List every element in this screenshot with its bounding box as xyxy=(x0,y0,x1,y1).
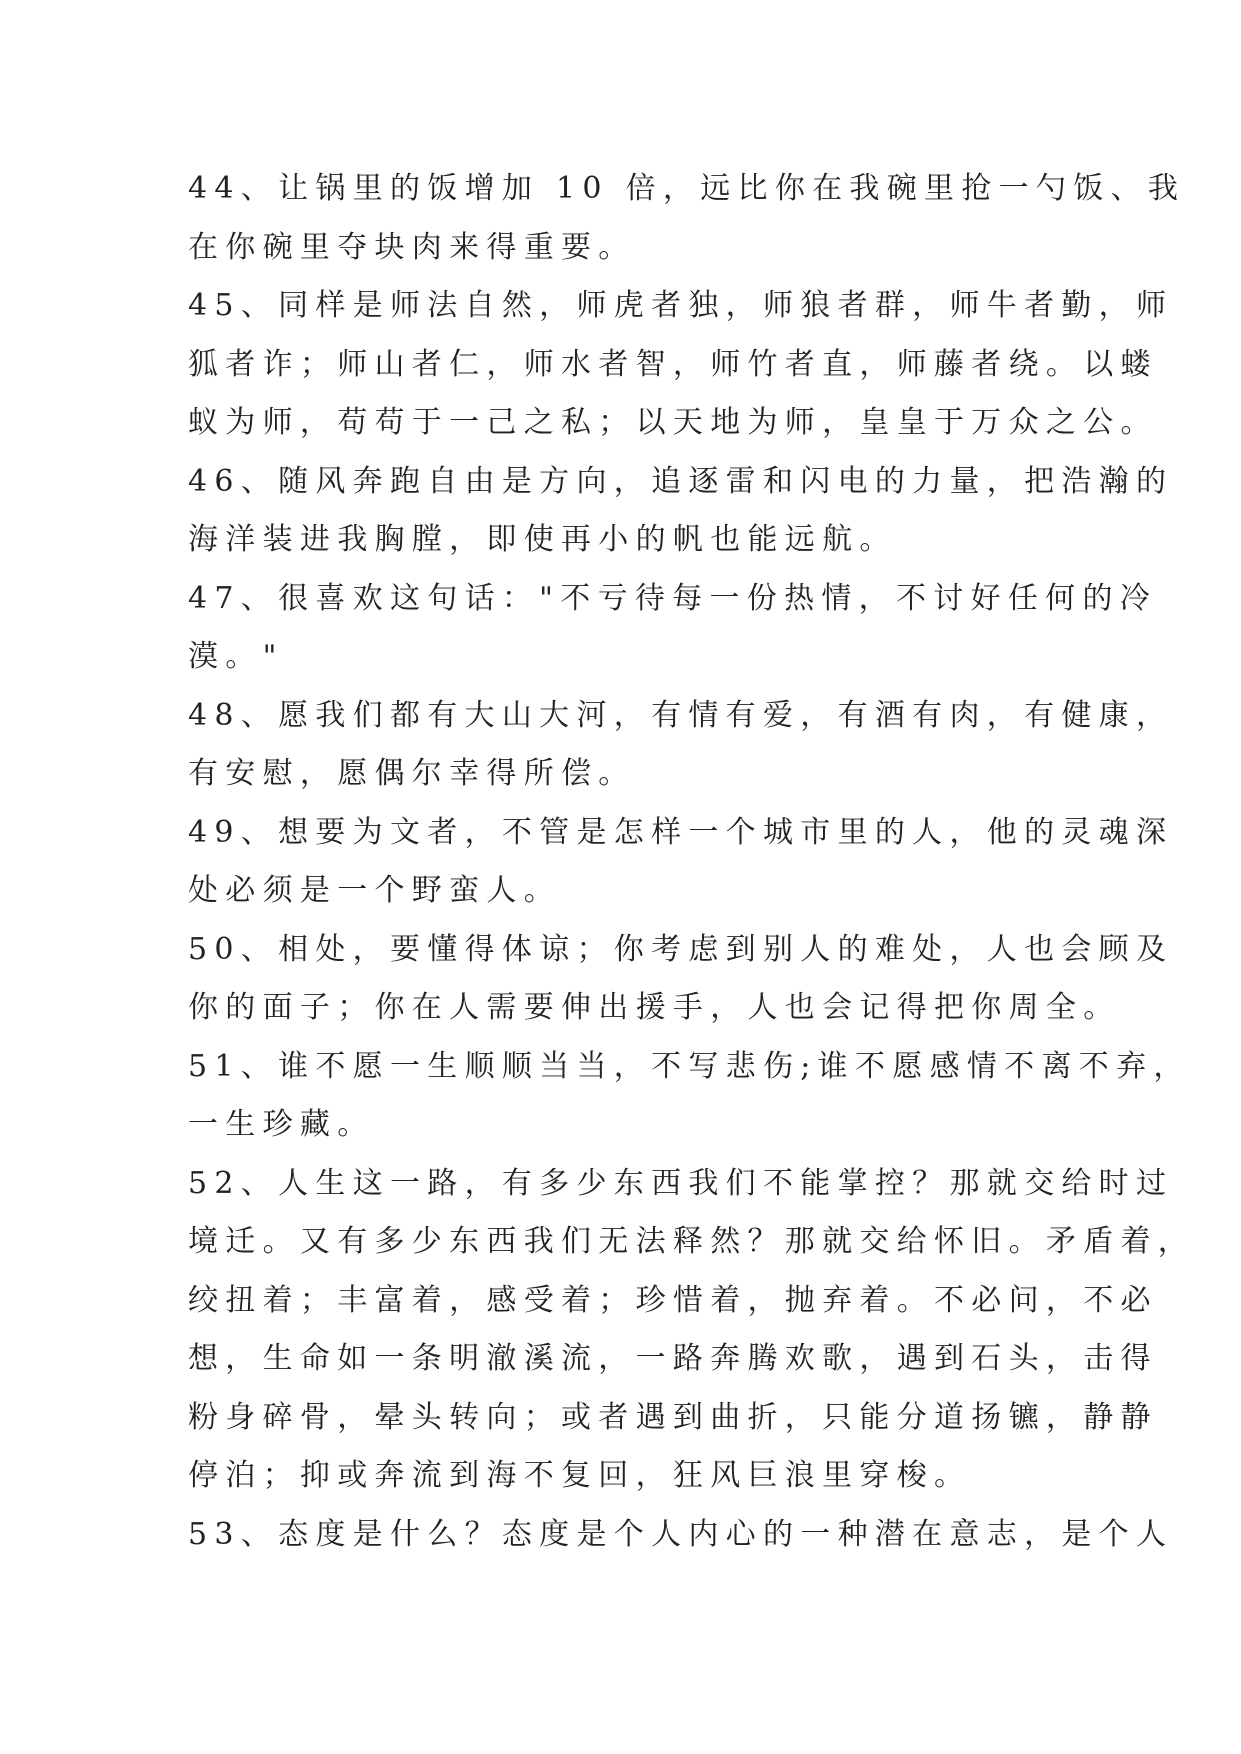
text-line: 绞扭着；丰富着，感受着；珍惜着，抛弃着。不必问，不必 xyxy=(188,1282,1158,1318)
text-line: 52、人生这一路，有多少东西我们不能掌控？那就交给时过 xyxy=(188,1165,1174,1201)
text-line: 一生珍藏。 xyxy=(188,1107,375,1142)
text-line: 49、想要为文者，不管是怎样一个城市里的人，他的灵魂深 xyxy=(188,814,1174,850)
text-line: 漠。" xyxy=(188,639,284,674)
text-line: 48、愿我们都有大山大河，有情有爱，有酒有肉，有健康， xyxy=(188,697,1174,733)
text-line: 50、相处，要懂得体谅；你考虑到别人的难处，人也会顾及 xyxy=(188,931,1174,967)
text-line: 处必须是一个野蛮人。 xyxy=(188,873,561,908)
text-line: 53、态度是什么？态度是个人内心的一种潜在意志，是个人 xyxy=(188,1516,1174,1552)
text-line: 停泊；抑或奔流到海不复回，狂风巨浪里穿梭。 xyxy=(188,1458,972,1493)
text-line: 46、随风奔跑自由是方向，追逐雷和闪电的力量，把浩瀚的 xyxy=(188,463,1174,499)
text-line: 45、同样是师法自然，师虎者独，师狼者群，师牛者勤，师 xyxy=(188,288,1174,323)
text-line: 51、谁不愿一生顺顺当当，不写悲伤;谁不愿感情不离不弃， xyxy=(188,1048,1191,1084)
text-line: 47、很喜欢这句话："不亏待每一份热情，不讨好任何的冷 xyxy=(188,580,1158,616)
text-line: 粉身碎骨，晕头转向；或者遇到曲折，只能分道扬镳，静静 xyxy=(188,1399,1158,1435)
text-line: 想，生命如一条明澈溪流，一路奔腾欢歌，遇到石头，击得 xyxy=(188,1341,1158,1376)
text-line: 海洋装进我胸膛，即使再小的帆也能远航。 xyxy=(188,522,897,557)
text-line: 你的面子；你在人需要伸出援手，人也会记得把你周全。 xyxy=(188,990,1121,1025)
text-line: 狐者诈；师山者仁，师水者智，师竹者直，师藤者绕。以蝼 xyxy=(188,346,1158,382)
body-text xyxy=(188,160,1196,1564)
text-line: 蚁为师，苟苟于一己之私；以天地为师，皇皇于万众之公。 xyxy=(188,405,1158,440)
text-line: 有安慰，愿偶尔幸得所偿。 xyxy=(188,756,636,791)
text-line: 在你碗里夺块肉来得重要。 xyxy=(188,229,636,265)
text-line: 44、让锅里的饭增加 10 倍，远比你在我碗里抢一勺饭、我 xyxy=(188,171,1186,206)
text-line: 境迁。又有多少东西我们无法释然？那就交给怀旧。矛盾着， xyxy=(188,1224,1196,1259)
